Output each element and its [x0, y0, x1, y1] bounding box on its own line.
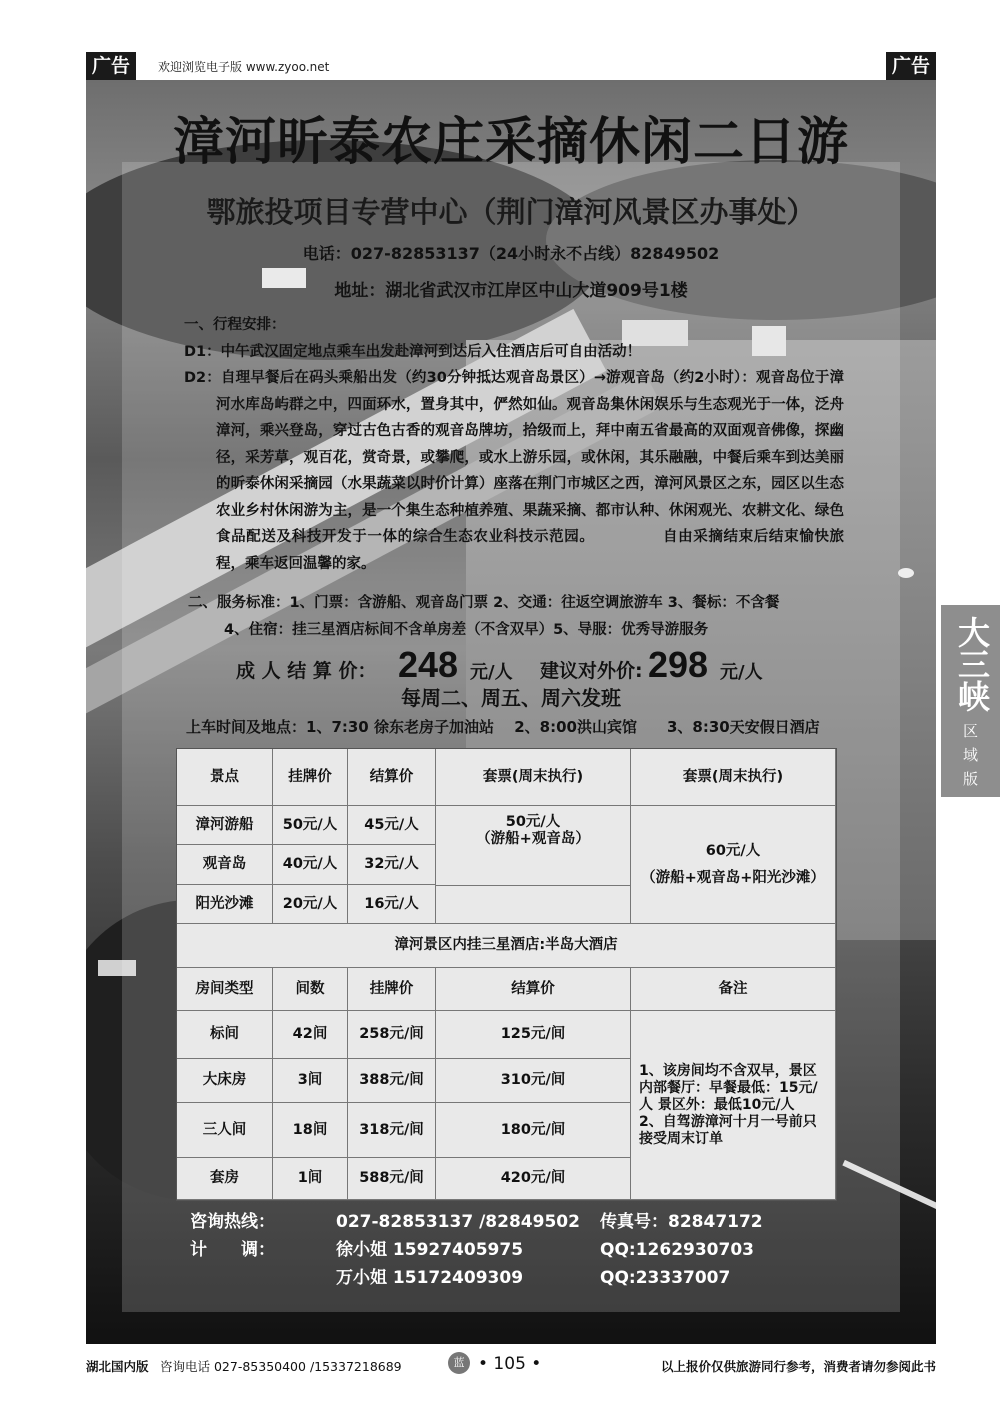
- table-header: 结算价: [348, 749, 436, 806]
- poster-subtitle: 鄂旅投项目专营中心（荆门漳河风景区办事处）: [206, 195, 816, 229]
- table-cell: 32元/人: [348, 845, 436, 885]
- table-cell: 40元/人: [273, 845, 348, 885]
- advertisement-poster: [86, 80, 936, 1344]
- combo-b-desc: （游船+观音岛+阳光沙滩）: [641, 869, 825, 886]
- table-cell-empty: [436, 886, 631, 924]
- itinerary-day2: D2：自理早餐后在码头乘船出发（约30分钟抵达观音岛景区）→游观音岛（约2小时）：观音岛位于漳河水库岛屿群之中，四面环水，置身其中，俨然如仙。观音岛集休闲娱乐与生态观光于一体，泛舟漳河，乘兴登岛，穿过古色古香的观音岛牌坊，拾级而上，拜中南五省最高的双面观音佛像，探幽径，采芳草，观百花，赏奇景，或攀爬，或水上游乐园，或休闲，其乐融融，中餐后乘车到达美丽的昕泰休闲采摘园（水果蔬菜以时价计算）座落在荆门市城区之西，漳河风景区之东，园区以生态农业乡村休闲游为主，是一个集生态种植养殖、果蔬采摘、都市认种、休闲观光、农耕文化、绿色食品配送及科技开发于一体的综合生态农业科技示范园。 自由采摘结束后结束愉快旅程，乘车返回温馨的家。: [184, 370, 844, 572]
- service-line-1: 二、服务标准：1、门票：含游船、观音岛门票 2、交通：往返空调旅游车 3、餐标：不含餐: [188, 595, 780, 611]
- edition-label: 湖北国内版: [86, 1359, 149, 1374]
- service-standard: [188, 590, 888, 644]
- qq-number-2[interactable]: QQ:23337007: [600, 1268, 731, 1288]
- room-cell: 318元/间: [348, 1103, 436, 1158]
- contact-person-2[interactable]: 万小姐 15172409309: [336, 1268, 524, 1288]
- phone-line: 电话：027-82853137（24小时永不占线）82849502: [302, 244, 720, 263]
- table-header: 套票(周末执行): [631, 749, 836, 806]
- footer-phone: 咨询电话 027-85350400 /15337218689: [160, 1359, 402, 1374]
- departure-schedule: 每周二、周五、周六发班: [401, 686, 621, 710]
- room-header: 间数: [273, 968, 348, 1011]
- contact-row: [190, 1208, 910, 1236]
- table-cell: 观音岛: [177, 845, 273, 885]
- room-cell: 180元/间: [436, 1103, 631, 1158]
- hotline-label: 咨询热线：: [190, 1212, 275, 1232]
- edition-side-tab[interactable]: [941, 605, 1000, 797]
- room-cell: 三人间: [177, 1103, 273, 1158]
- itinerary-label: 一、行程安排：: [184, 317, 286, 333]
- background-boat: [898, 568, 914, 578]
- room-cell: 125元/间: [436, 1011, 631, 1059]
- combo-b-price: 60元/人: [705, 842, 761, 859]
- adult-price-unit: 元/人: [470, 662, 513, 683]
- qq-number-1[interactable]: QQ:1262930703: [600, 1240, 754, 1260]
- table-header: 景点: [177, 749, 273, 806]
- ad-badge-right: 广告: [886, 52, 936, 80]
- room-cell: 388元/间: [348, 1059, 436, 1103]
- fax-number[interactable]: 传真号：82847172: [600, 1212, 763, 1232]
- hotline-numbers[interactable]: 027-82853137 /82849502: [336, 1212, 580, 1232]
- dispatch-label: 计 调：: [190, 1240, 275, 1260]
- room-cell: 套房: [177, 1158, 273, 1200]
- pickup-info: 上车时间及地点：1、7:30 徐东老房子加油站 2、8:00洪山宾馆 3、8:30天安假日酒店: [186, 718, 820, 736]
- welcome-text[interactable]: 欢迎浏览电子版 www.zyoo.net: [158, 60, 330, 74]
- room-cell: 1间: [273, 1158, 348, 1200]
- contact-block: [190, 1208, 910, 1292]
- service-line-2: 4、住宿：挂三星酒店标间不含单房差（不含双早）5、导服：优秀导游服务: [224, 622, 709, 638]
- adult-price: 248: [398, 644, 459, 685]
- suggested-price-label: 建议对外价:: [540, 660, 643, 682]
- poster-title: 漳河昕泰农庄采摘休闲二日游: [172, 113, 849, 172]
- table-cell: 45元/人: [348, 806, 436, 845]
- contact-row: [190, 1264, 910, 1292]
- table-cell: 阳光沙滩: [177, 885, 273, 924]
- room-cell: 588元/间: [348, 1158, 436, 1200]
- hotel-title: 漳河景区内挂三星酒店:半岛大酒店: [177, 924, 836, 968]
- price-table: [176, 748, 837, 1201]
- combo-ticket-a: 50元/人 （游船+观音岛）: [436, 806, 631, 886]
- table-header: 套票(周末执行): [436, 749, 631, 806]
- table-cell: 漳河游船: [177, 806, 273, 845]
- room-header: 备注: [631, 968, 836, 1011]
- table-cell: 16元/人: [348, 885, 436, 924]
- room-cell: 420元/间: [436, 1158, 631, 1200]
- adult-price-label: 成 人 结 算 价：: [236, 660, 377, 682]
- room-header: 挂牌价: [348, 968, 436, 1011]
- room-cell: 310元/间: [436, 1059, 631, 1103]
- room-cell: 标间: [177, 1011, 273, 1059]
- itinerary-day1: D1：中午武汉固定地点乘车出发赴漳河到达后入住酒店后可自由活动！: [184, 343, 642, 360]
- ad-badge-left: 广告: [86, 52, 136, 80]
- top-bar: [86, 52, 936, 80]
- side-tab-brand: 大三峡: [953, 616, 991, 712]
- contact-person-1[interactable]: 徐小姐 15927405975: [336, 1240, 524, 1260]
- room-header: 结算价: [436, 968, 631, 1011]
- room-cell: 18间: [273, 1103, 348, 1158]
- contact-row: [190, 1236, 910, 1264]
- suggested-price-unit: 元/人: [720, 662, 763, 683]
- room-cell: 258元/间: [348, 1011, 436, 1059]
- itinerary: [184, 312, 844, 577]
- room-cell: 大床房: [177, 1059, 273, 1103]
- footer-disclaimer: 以上报价仅供旅游同行参考，消费者请勿参阅此书: [660, 1359, 936, 1374]
- room-header: 房间类型: [177, 968, 273, 1011]
- blue-logo-icon: 蓝: [448, 1352, 470, 1374]
- table-header: 挂牌价: [273, 749, 348, 806]
- side-tab-label: 区 域 版: [962, 722, 978, 788]
- combo-ticket-b: [631, 806, 836, 924]
- room-note: 1、该房间均不含双早，景区内部餐厅：早餐最低：15元/人 景区外：最低10元/人 2、自驾游漳河十月一号前只接受周末订单: [631, 1011, 836, 1200]
- room-cell: 42间: [273, 1011, 348, 1059]
- table-cell: 50元/人: [273, 806, 348, 845]
- room-cell: 3间: [273, 1059, 348, 1103]
- address-line: 地址：湖北省武汉市江岸区中山大道909号1楼: [334, 281, 688, 301]
- table-cell: 20元/人: [273, 885, 348, 924]
- suggested-price: 298: [648, 644, 709, 685]
- page-footer: [86, 1352, 936, 1380]
- page-number: • 105 •: [478, 1354, 542, 1374]
